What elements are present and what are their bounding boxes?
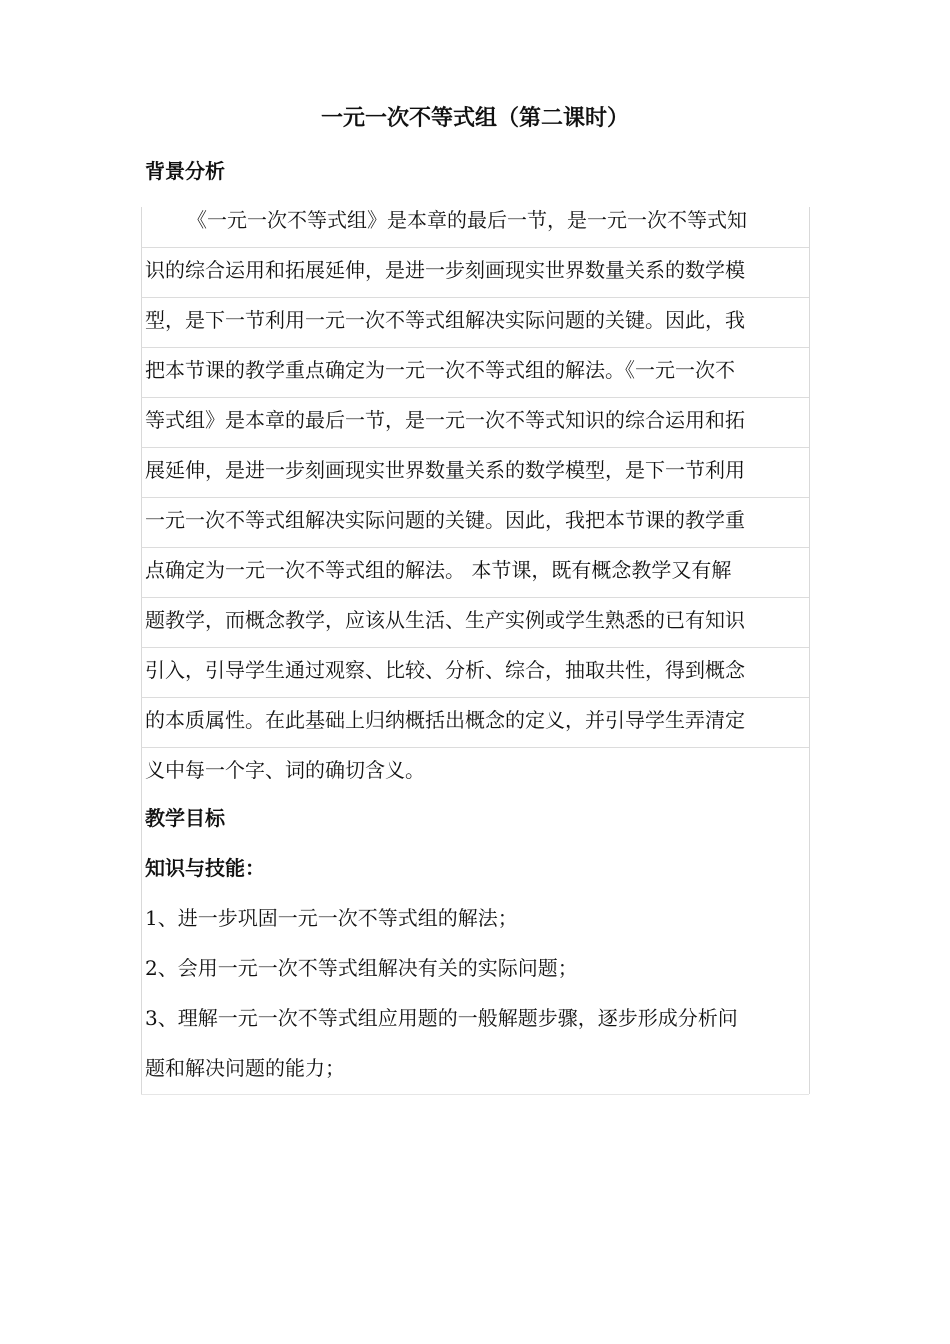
paragraph-line: 展延伸，是进一步刻画现实世界数量关系的数学模型，是下一节利用 bbox=[145, 458, 745, 482]
paragraph-line: 把本节课的教学重点确定为一元一次不等式组的解法。《一元一次不 bbox=[145, 358, 735, 382]
paragraph-line: 《一元一次不等式组》是本章的最后一节，是一元一次不等式知 bbox=[187, 208, 747, 232]
paragraph-line: 型，是下一节利用一元一次不等式组解决实际问题的关键。因此，我 bbox=[145, 308, 745, 332]
row-divider bbox=[141, 447, 809, 448]
paragraph-line: 识的综合运用和拓展延伸，是进一步刻画现实世界数量关系的数学模 bbox=[145, 258, 745, 282]
goals-frame bbox=[141, 757, 810, 1094]
section-heading-background: 背景分析 bbox=[145, 159, 225, 183]
goal-item: 3、理解一元一次不等式组应用题的一般解题步骤，逐步形成分析问 bbox=[145, 1006, 738, 1030]
frame-bottom-rule bbox=[141, 1094, 809, 1095]
paragraph-line: 义中每一个字、词的确切含义。 bbox=[145, 758, 425, 782]
goal-item: 题和解决问题的能力； bbox=[145, 1056, 345, 1080]
row-divider bbox=[141, 397, 809, 398]
row-divider bbox=[141, 497, 809, 498]
row-divider bbox=[141, 597, 809, 598]
row-divider bbox=[141, 297, 809, 298]
row-divider bbox=[141, 247, 809, 248]
row-divider bbox=[141, 547, 809, 548]
subheading-knowledge-skills: 知识与技能： bbox=[145, 856, 265, 880]
row-divider bbox=[141, 347, 809, 348]
paragraph-line: 点确定为一元一次不等式组的解法。 本节课，既有概念教学又有解 bbox=[145, 558, 732, 582]
row-divider bbox=[141, 747, 809, 748]
paragraph-line: 一元一次不等式组解决实际问题的关键。因此，我把本节课的教学重 bbox=[145, 508, 745, 532]
row-divider bbox=[141, 647, 809, 648]
document-title: 一元一次不等式组（第二课时） bbox=[320, 106, 629, 131]
paragraph-line: 等式组》是本章的最后一节，是一元一次不等式知识的综合运用和拓 bbox=[145, 408, 745, 432]
paragraph-line: 题教学，而概念教学，应该从生活、生产实例或学生熟悉的已有知识 bbox=[145, 608, 745, 632]
paragraph-line: 引入，引导学生通过观察、比较、分析、综合，抽取共性，得到概念 bbox=[145, 658, 745, 682]
paragraph-line: 的本质属性。在此基础上归纳概括出概念的定义，并引导学生弄清定 bbox=[145, 708, 745, 732]
goal-item: 2、会用一元一次不等式组解决有关的实际问题； bbox=[145, 956, 578, 980]
section-heading-goals: 教学目标 bbox=[145, 806, 225, 830]
goal-item: 1、进一步巩固一元一次不等式组的解法； bbox=[145, 906, 518, 930]
row-divider bbox=[141, 697, 809, 698]
